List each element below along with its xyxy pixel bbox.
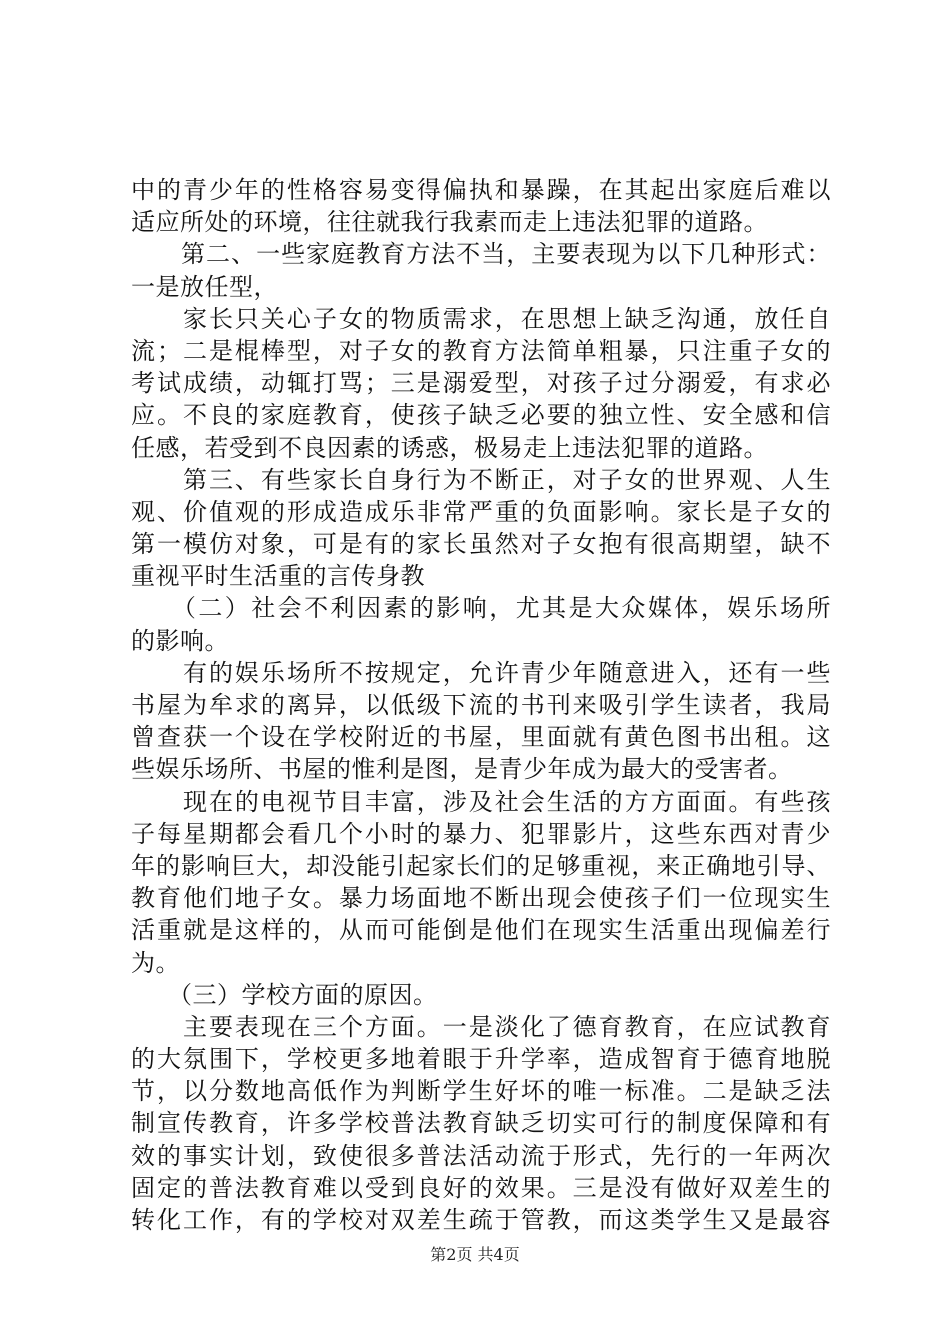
text-line: 的影响。 <box>131 626 229 655</box>
text-line: 曾查获一个设在学校附近的书屋，里面就有黄色图书出租。这 <box>131 723 831 752</box>
text-line: 教育他们地子女。暴力场面地不断出现会使孩子们一位现实生 <box>131 884 831 913</box>
text-line: 效的事实计划，致使很多普法活动流于形式，先行的一年两次 <box>131 1141 831 1170</box>
text-line: 为。 <box>131 948 180 977</box>
body-text <box>131 174 831 1236</box>
text-line: 有的娱乐场所不按规定，允许青少年随意进入，还有一些 <box>131 658 831 687</box>
text-line: 中的青少年的性格容易变得偏执和暴躁，在其起出家庭后难以 <box>131 176 831 204</box>
text-line: 第一模仿对象，可是有的家长虽然对子女抱有很高期望，缺不 <box>131 530 831 559</box>
text-line: 转化工作，有的学校对双差生疏于管教，而这类学生又是最容 <box>131 1206 831 1234</box>
text-line: 一是放任型， <box>131 272 278 301</box>
text-line: 活重就是这样的，从而可能倒是他们在现实生活重出现偏差行 <box>131 916 831 945</box>
text-line: 节，以分数地高低作为判断学生好坏的唯一标准。二是缺乏法 <box>131 1077 831 1106</box>
text-line: （二）社会不利因素的影响，尤其是大众媒体，娱乐场所 <box>131 594 831 623</box>
text-line: 家长只关心子女的物质需求，在思想上缺乏沟通，放任自 <box>131 304 831 333</box>
text-line: 重视平时生活重的言传身教 <box>131 562 425 591</box>
text-line: 考试成绩，动辄打骂；三是溺爱型，对孩子过分溺爱，有求必 <box>131 369 831 398</box>
text-line: 应。不良的家庭教育，使孩子缺乏必要的独立性、安全感和信 <box>131 401 831 430</box>
text-line: 流；二是棍棒型，对子女的教育方法简单粗暴，只注重子女的 <box>131 336 831 365</box>
text-line: 第三、有些家长自身行为不断正，对子女的世界观、人生 <box>131 465 831 494</box>
text-line: 些娱乐场所、书屋的惟利是图，是青少年成为最大的受害者。 <box>131 755 793 784</box>
text-line: 的大氛围下，学校更多地着眼于升学率，造成智育于德育地脱 <box>131 1045 831 1074</box>
text-line: 观、价值观的形成造成乐非常严重的负面影响。家长是子女的 <box>131 497 831 526</box>
text-line: 制宣传教育，许多学校普法教育缺乏切实可行的制度保障和有 <box>131 1109 831 1138</box>
text-line: 年的影响巨大，却没能引起家长们的足够重视，来正确地引导、 <box>131 851 831 880</box>
page-footer: 第2页 共4页 <box>430 1245 520 1264</box>
text-line: 固定的普法教育难以受到良好的效果。三是没有做好双差生的 <box>131 1173 831 1202</box>
text-line: 适应所处的环境，往往就我行我素而走上违法犯罪的道路。 <box>131 208 768 237</box>
text-line: 书屋为牟求的离异，以低级下流的书刊来吸引学生读者，我局 <box>131 691 831 719</box>
text-line: 第二、一些家庭教育方法不当，主要表现为以下几种形式： <box>131 240 831 269</box>
text-line: （三）学校方面的原因。 <box>131 980 438 1009</box>
text-line: 任感，若受到不良因素的诱惑，极易走上违法犯罪的道路。 <box>131 433 768 462</box>
text-line: 主要表现在三个方面。一是淡化了德育教育，在应试教育 <box>131 1012 831 1041</box>
text-line: 子每星期都会看几个小时的暴力、犯罪影片，这些东西对青少 <box>131 819 831 848</box>
text-line: 现在的电视节目丰富，涉及社会生活的方方面面。有些孩 <box>131 787 831 816</box>
